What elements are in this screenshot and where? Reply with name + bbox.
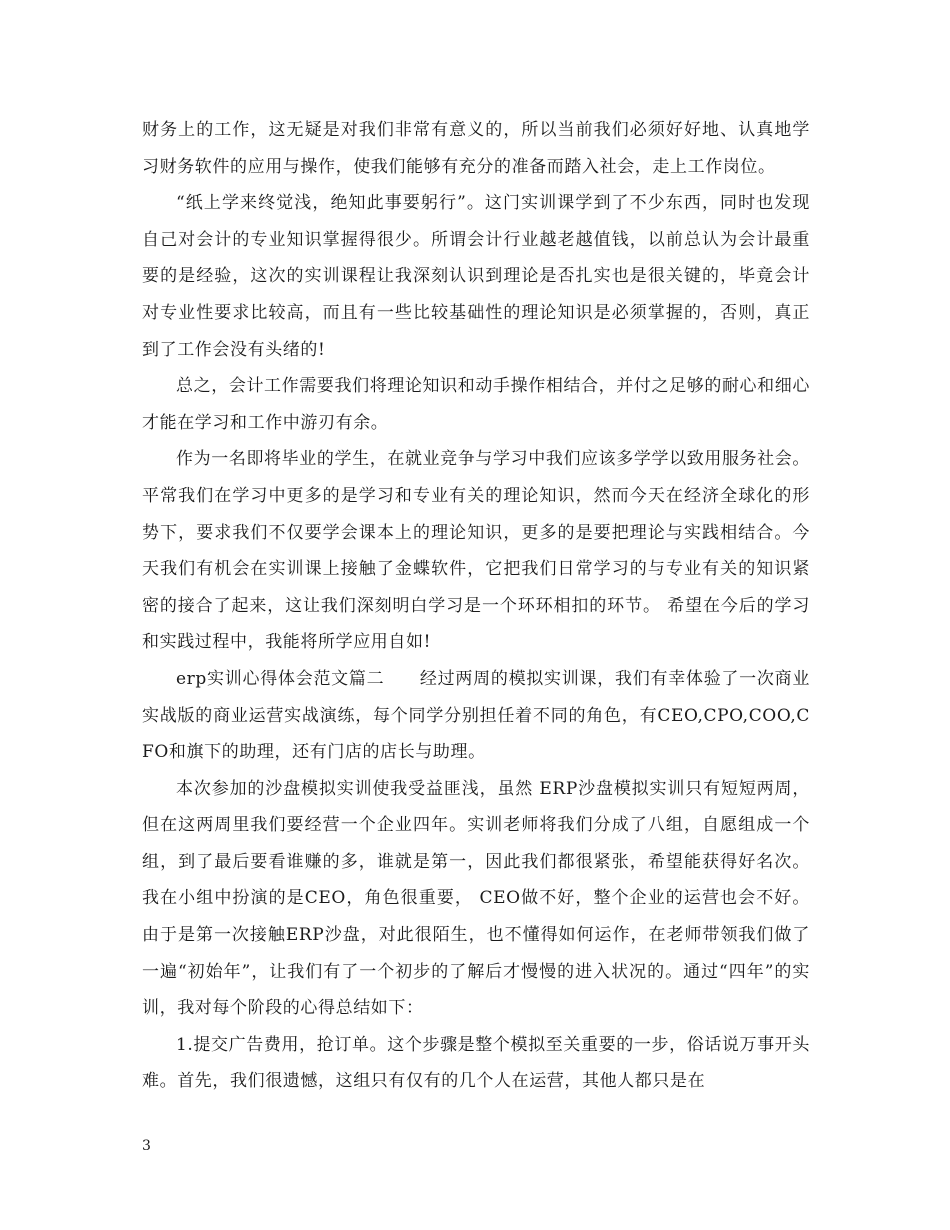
paragraph: 总之，会计工作需要我们将理论知识和动手操作相结合，并付之足够的耐心和细心才能在学习和工作中游刃有余。 bbox=[142, 376, 810, 433]
document-body bbox=[142, 112, 810, 1100]
paragraph: 本次参加的沙盘模拟实训使我受益匪浅，虽然 ERP沙盘模拟实训只有短短两周，但在这两周里我们要经营一个企业四年。实训老师将我们分成了八组，自愿组成一个组，到了最后要看谁赚的多，谁就是第一，因此我们都很紧张，希望能获得好名次。我在小组中扮演的是CEO，角色很重要， CEO做不好，整个企业的运营也会不好。由于是第一次接触ERP沙盘，对此很陌生，也不懂得如何运作，在老师带领我们做了一遍“初始年”，让我们有了一个初步的了解后才慢慢的进入状况的。通过“四年”的实训，我对每个阶段的心得总结如下： bbox=[142, 778, 810, 1019]
paragraph: 财务上的工作，这无疑是对我们非常有意义的，所以当前我们必须好好地、认真地学习财务软件的应用与操作，使我们能够有充分的准备而踏入社会，走上工作岗位。 bbox=[142, 120, 810, 177]
paragraph: “纸上学来终觉浅，绝知此事要躬行”。这门实训课学到了不少东西，同时也发现自己对会计的专业知识掌握得很少。所谓会计行业越老越值钱，以前总认为会计最重要的是经验，这次的实训课程让我深刻认识到理论是否扎实也是很关键的，毕竟会计对专业性要求比较高，而且有一些比较基础性的理论知识是必须掌握的，否则，真正到了工作会没有头绪的! bbox=[142, 193, 810, 360]
page-number: 3 bbox=[142, 1138, 151, 1154]
paragraph: 作为一名即将毕业的学生，在就业竞争与学习中我们应该多学学以致用服务社会。平常我们在学习中更多的是学习和专业有关的理论知识，然而今天在经济全球化的形势下，要求我们不仅要学会课本上的理论知识，更多的是要把理论与实践相结合。今天我们有机会在实训课上接触了金蝶软件，它把我们日常学习的与专业有关的知识紧密的接合了起来，这让我们深刻明白学习是一个环环相扣的环节。 希望在今后的学习和实践过程中，我能将所学应用自如! bbox=[142, 449, 810, 653]
paragraph: 1.提交广告费用，抢订单。这个步骤是整个模拟至关重要的一步，俗话说万事开头难。首先，我们很遗憾，这组只有仅有的几个人在运营，其他人都只是在 bbox=[142, 1034, 810, 1092]
paragraph: erp实训心得体会范文篇二 经过两周的模拟实训课，我们有幸体验了一次商业实战版的商业运营实战演练，每个同学分别担任着不同的角色，有CEO,CPO,COO,CFO和旗下的助理，还有门店的店长与助理。 bbox=[142, 668, 810, 763]
